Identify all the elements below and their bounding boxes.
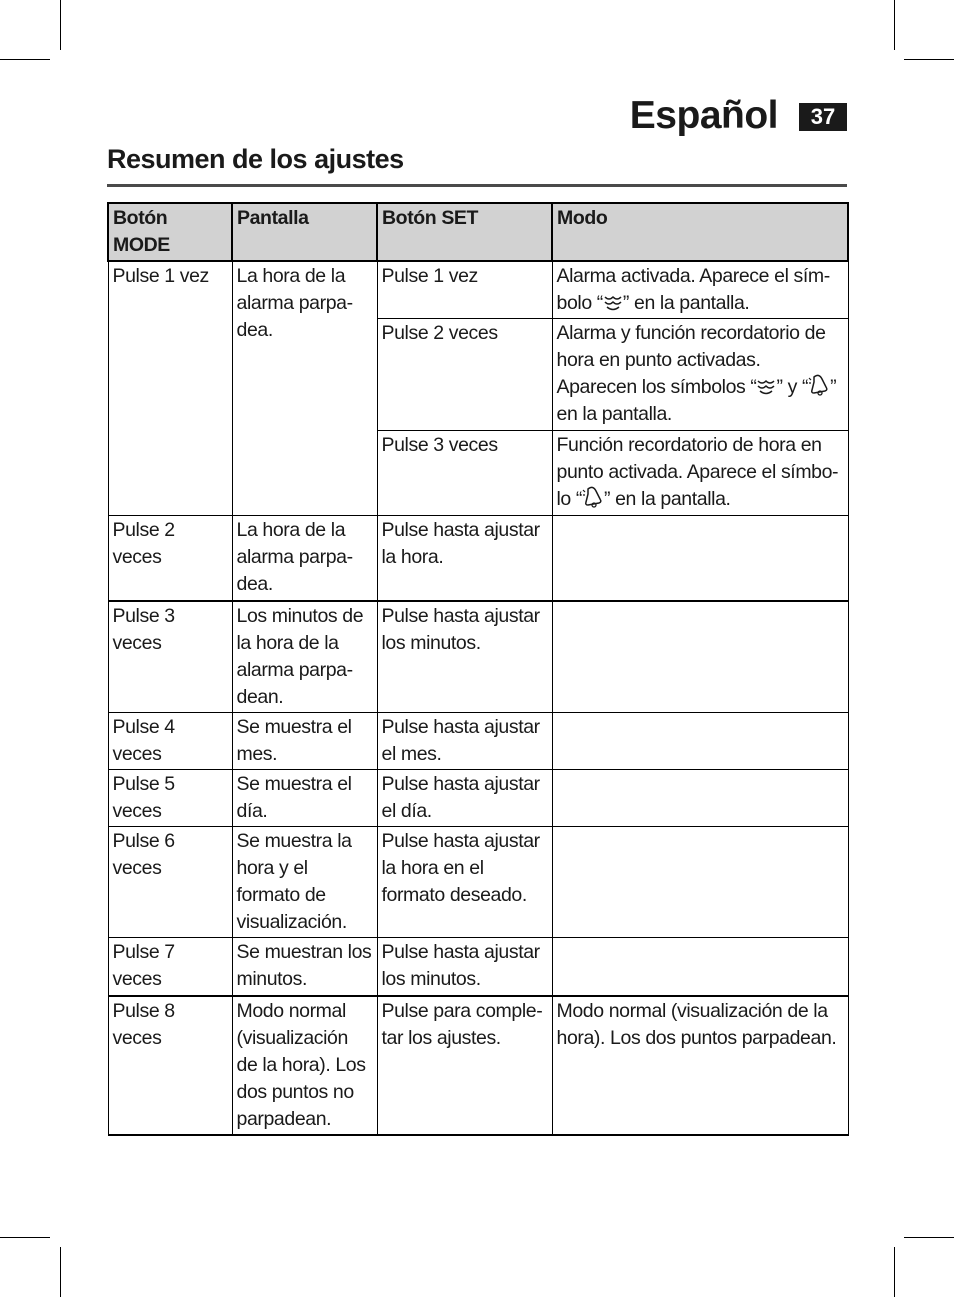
- page-number: 37: [799, 103, 847, 131]
- set-cell: Pulse 1 vez: [377, 261, 552, 319]
- bell-icon: [582, 486, 604, 508]
- crop-mark: [0, 59, 50, 60]
- table-header-row: [108, 203, 848, 261]
- mode-cell: Pulse 4 veces: [108, 713, 232, 770]
- table-row: [108, 996, 848, 1135]
- crop-mark: [0, 1237, 50, 1238]
- mode-cell: Pulse 2 veces: [108, 516, 232, 601]
- set-cell: Pulse hasta ajustar el mes.: [377, 713, 552, 770]
- column-header: Pantalla: [232, 203, 377, 261]
- table-row: [108, 713, 848, 770]
- set-cell: Pulse hasta ajustar la hora.: [377, 516, 552, 601]
- result-cell: [552, 770, 848, 827]
- alarm-waves-icon: [603, 294, 623, 312]
- table-row: [108, 827, 848, 938]
- table-row: [108, 516, 848, 601]
- crop-mark: [894, 0, 895, 50]
- mode-cell: Pulse 6 veces: [108, 827, 232, 938]
- mode-cell: Pulse 5 veces: [108, 770, 232, 827]
- table-row: [108, 601, 848, 713]
- column-header: Modo: [552, 203, 848, 261]
- column-header: Botón MODE: [108, 203, 232, 261]
- mode-cell: Pulse 1 vez: [108, 261, 232, 516]
- result-cell: [552, 827, 848, 938]
- result-cell: Alarma y función recordatorio de hora en punto activadas. Aparecen los símbolos “ ” y “ ” en la pantalla.: [552, 319, 848, 431]
- result-cell: [552, 516, 848, 601]
- column-header: Botón SET: [377, 203, 552, 261]
- result-cell: [552, 601, 848, 713]
- set-cell: Pulse hasta ajustar los minutos.: [377, 938, 552, 996]
- alarm-waves-icon: [756, 378, 776, 396]
- display-cell: Los minutos de la hora de la alarma parpa-dean.: [232, 601, 377, 713]
- display-cell: La hora de la alarma parpa-dea.: [232, 516, 377, 601]
- set-cell: Pulse para comple-tar los ajustes.: [377, 996, 552, 1135]
- display-cell: Se muestra el día.: [232, 770, 377, 827]
- language-heading: Español: [629, 94, 778, 137]
- crop-mark: [894, 1247, 895, 1297]
- crop-mark: [904, 59, 954, 60]
- result-cell: [552, 938, 848, 996]
- mode-cell: Pulse 7 veces: [108, 938, 232, 996]
- table-row: [108, 261, 848, 319]
- mode-cell: Pulse 8 veces: [108, 996, 232, 1135]
- set-cell: Pulse hasta ajustar los minutos.: [377, 601, 552, 713]
- settings-table: [107, 202, 849, 1136]
- set-cell: Pulse 3 veces: [377, 431, 552, 516]
- table-row: [108, 770, 848, 827]
- display-cell: La hora de la alarma parpa-dea.: [232, 261, 377, 516]
- crop-mark: [904, 1237, 954, 1238]
- crop-mark: [60, 1247, 61, 1297]
- display-cell: Modo normal (visualización de la hora). Los dos puntos no parpadean.: [232, 996, 377, 1135]
- table-row: [108, 938, 848, 996]
- set-cell: Pulse 2 veces: [377, 319, 552, 431]
- crop-mark: [60, 0, 61, 50]
- display-cell: Se muestran los minutos.: [232, 938, 377, 996]
- mode-cell: Pulse 3 veces: [108, 601, 232, 713]
- display-cell: Se muestra el mes.: [232, 713, 377, 770]
- result-cell: [552, 713, 848, 770]
- section-title: Resumen de los ajustes: [107, 144, 404, 174]
- title-rule: [107, 184, 847, 187]
- result-cell: Función recordatorio de hora en punto activada. Aparece el símbo-lo “ ” en la pantalla.: [552, 431, 848, 516]
- set-cell: Pulse hasta ajustar el día.: [377, 770, 552, 827]
- display-cell: Se muestra la hora y el formato de visualización.: [232, 827, 377, 938]
- result-cell: Alarma activada. Aparece el sím-bolo “ ” en la pantalla.: [552, 261, 848, 319]
- result-cell: Modo normal (visualización de la hora). Los dos puntos parpadean.: [552, 996, 848, 1135]
- bell-icon: [808, 374, 830, 396]
- set-cell: Pulse hasta ajustar la hora en el formato deseado.: [377, 827, 552, 938]
